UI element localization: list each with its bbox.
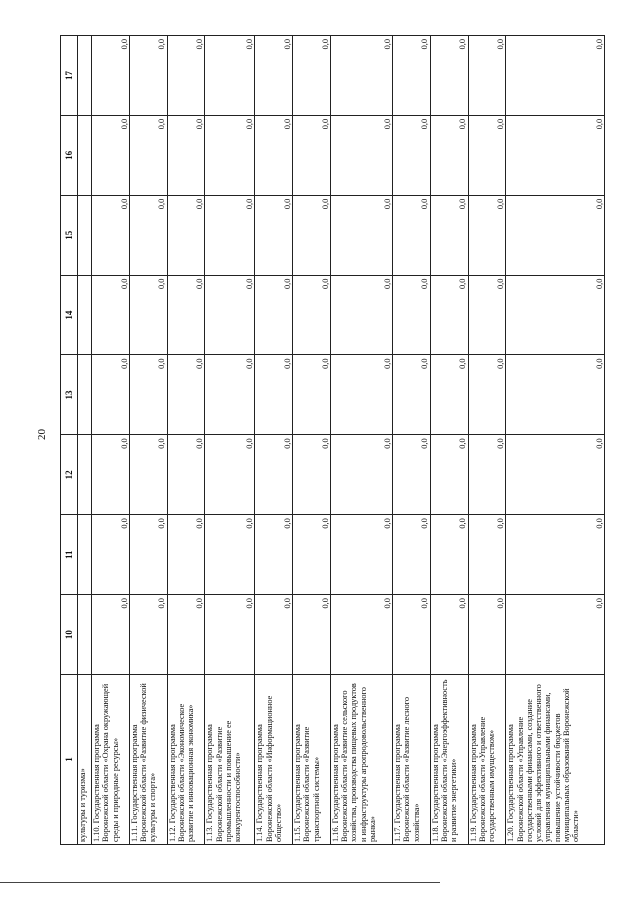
value-cell: 0,0 [392, 275, 430, 355]
value-cell: 0,0 [167, 275, 205, 355]
program-name: 1.14. Государственная программа Воронежской области «Информационное общество» [255, 675, 293, 845]
value-cell: 0,0 [430, 275, 468, 355]
program-name: 1.13. Государственная программа Воронежской области «Развитие промышленности и повышение ее конкурентоспособности» [205, 675, 255, 845]
carry-over-text: культуры и туризма» [78, 675, 92, 845]
value-cell: 0,0 [392, 115, 430, 195]
value-cell: 0,0 [392, 355, 430, 435]
value-cell: 0,0 [506, 195, 605, 275]
value-cell: 0,0 [129, 36, 167, 116]
value-cell: 0,0 [392, 195, 430, 275]
column-header-16: 16 [61, 115, 78, 195]
table-row [167, 36, 205, 845]
value-cell: 0,0 [506, 515, 605, 595]
column-header-12: 12 [61, 435, 78, 515]
program-name: 1.19. Государственная программа Воронежской области «Управление государственным имуществом» [468, 675, 506, 845]
page-number: 20 [36, 429, 48, 440]
value-cell: 0,0 [167, 115, 205, 195]
value-cell: 0,0 [129, 515, 167, 595]
value-cell: 0,0 [167, 355, 205, 435]
table-row [293, 36, 331, 845]
value-cell: 0,0 [392, 595, 430, 675]
value-cell: 0,0 [92, 195, 130, 275]
value-cell: 0,0 [430, 515, 468, 595]
value-cell: 0,0 [205, 36, 255, 116]
column-header-11: 11 [61, 515, 78, 595]
value-cell: 0,0 [205, 595, 255, 675]
bottom-rule [0, 882, 440, 883]
value-cell: 0,0 [468, 435, 506, 515]
value-cell: 0,0 [205, 435, 255, 515]
value-cell: 0,0 [506, 435, 605, 515]
value-cell: 0,0 [468, 36, 506, 116]
value-cell: 0,0 [255, 36, 293, 116]
column-header-1: 1 [61, 675, 78, 845]
value-cell: 0,0 [92, 515, 130, 595]
value-cell: 0,0 [255, 275, 293, 355]
value-cell: 0,0 [92, 355, 130, 435]
value-cell: 0,0 [255, 115, 293, 195]
value-cell: 0,0 [330, 515, 392, 595]
value-cell: 0,0 [293, 595, 331, 675]
value-cell: 0,0 [167, 195, 205, 275]
value-cell: 0,0 [330, 115, 392, 195]
value-cell: 0,0 [468, 275, 506, 355]
value-cell: 0,0 [506, 595, 605, 675]
value-cell: 0,0 [430, 435, 468, 515]
value-cell: 0,0 [129, 195, 167, 275]
program-name: 1.20. Государственная программа Воронежской области «Управление государственными финансами, создание условий для эффективного и ответственного управления муниципальными финансами, повышение устойчивости бюджетов муниципальных образований Воронежской области» [506, 675, 605, 845]
value-cell: 0,0 [129, 355, 167, 435]
program-name: 1.17. Государственная программа Воронежской области «Развитие лесного хозяйства» [392, 675, 430, 845]
value-cell: 0,0 [330, 435, 392, 515]
value-cell: 0,0 [293, 275, 331, 355]
table-row [430, 36, 468, 845]
value-cell: 0,0 [330, 36, 392, 116]
value-cell: 0,0 [167, 435, 205, 515]
value-cell: 0,0 [167, 515, 205, 595]
table-row [129, 36, 167, 845]
value-cell: 0,0 [167, 595, 205, 675]
column-header-13: 13 [61, 355, 78, 435]
table-row [330, 36, 392, 845]
program-name: 1.10. Государственная программа Воронежской области «Охрана окружающей среды и природные ресурсы» [92, 675, 130, 845]
header-row [61, 36, 78, 845]
table-row [92, 36, 130, 845]
value-cell: 0,0 [430, 355, 468, 435]
table-row [506, 36, 605, 845]
value-cell: 0,0 [430, 36, 468, 116]
program-name: 1.11. Государственная программа Воронежской области «Развитие физической культуры и спорта» [129, 675, 167, 845]
value-cell: 0,0 [205, 275, 255, 355]
budget-table [60, 35, 605, 845]
value-cell: 0,0 [392, 36, 430, 116]
value-cell: 0,0 [330, 355, 392, 435]
column-header-10: 10 [61, 595, 78, 675]
carry-over-row [78, 36, 92, 845]
rotated-table-container [60, 35, 605, 845]
value-cell: 0,0 [205, 195, 255, 275]
value-cell: 0,0 [430, 195, 468, 275]
program-name: 1.15. Государственная программа Воронежской области «Развитие транспортной системы» [293, 675, 331, 845]
program-name: 1.16. Государственная программа Воронежской области «Развитие сельского хозяйства, производства пищевых продуктов и инфраструктуры агропродовольственного рынка» [330, 675, 392, 845]
value-cell: 0,0 [129, 275, 167, 355]
table-body [78, 36, 605, 845]
column-header-17: 17 [61, 36, 78, 116]
value-cell: 0,0 [129, 115, 167, 195]
value-cell: 0,0 [293, 115, 331, 195]
value-cell: 0,0 [255, 195, 293, 275]
table-row [255, 36, 293, 845]
value-cell: 0,0 [506, 355, 605, 435]
value-cell: 0,0 [293, 515, 331, 595]
value-cell: 0,0 [506, 36, 605, 116]
value-cell: 0,0 [392, 515, 430, 595]
value-cell: 0,0 [430, 595, 468, 675]
value-cell: 0,0 [468, 115, 506, 195]
value-cell: 0,0 [255, 595, 293, 675]
value-cell: 0,0 [92, 595, 130, 675]
value-cell: 0,0 [205, 115, 255, 195]
value-cell: 0,0 [129, 435, 167, 515]
program-name: 1.12. Государственная программа Воронежской области «Экономическое развитие и инновационная экономика» [167, 675, 205, 845]
value-cell: 0,0 [92, 435, 130, 515]
value-cell: 0,0 [92, 275, 130, 355]
value-cell: 0,0 [392, 435, 430, 515]
value-cell: 0,0 [330, 275, 392, 355]
value-cell: 0,0 [92, 115, 130, 195]
value-cell: 0,0 [255, 355, 293, 435]
value-cell: 0,0 [506, 115, 605, 195]
value-cell: 0,0 [92, 36, 130, 116]
table-row [468, 36, 506, 845]
value-cell: 0,0 [293, 36, 331, 116]
table-row [392, 36, 430, 845]
program-name: 1.18. Государственная программа Воронежской области «Энергоэффективность и развитие энергетики» [430, 675, 468, 845]
value-cell: 0,0 [205, 515, 255, 595]
value-cell: 0,0 [330, 595, 392, 675]
value-cell: 0,0 [205, 355, 255, 435]
column-header-14: 14 [61, 275, 78, 355]
value-cell: 0,0 [255, 435, 293, 515]
value-cell: 0,0 [430, 115, 468, 195]
value-cell: 0,0 [255, 515, 293, 595]
value-cell: 0,0 [468, 515, 506, 595]
value-cell: 0,0 [293, 355, 331, 435]
value-cell: 0,0 [468, 355, 506, 435]
value-cell: 0,0 [468, 595, 506, 675]
value-cell: 0,0 [330, 195, 392, 275]
value-cell: 0,0 [129, 595, 167, 675]
value-cell: 0,0 [468, 195, 506, 275]
value-cell: 0,0 [167, 36, 205, 116]
column-header-15: 15 [61, 195, 78, 275]
value-cell: 0,0 [293, 435, 331, 515]
value-cell: 0,0 [293, 195, 331, 275]
value-cell: 0,0 [506, 275, 605, 355]
table-row [205, 36, 255, 845]
